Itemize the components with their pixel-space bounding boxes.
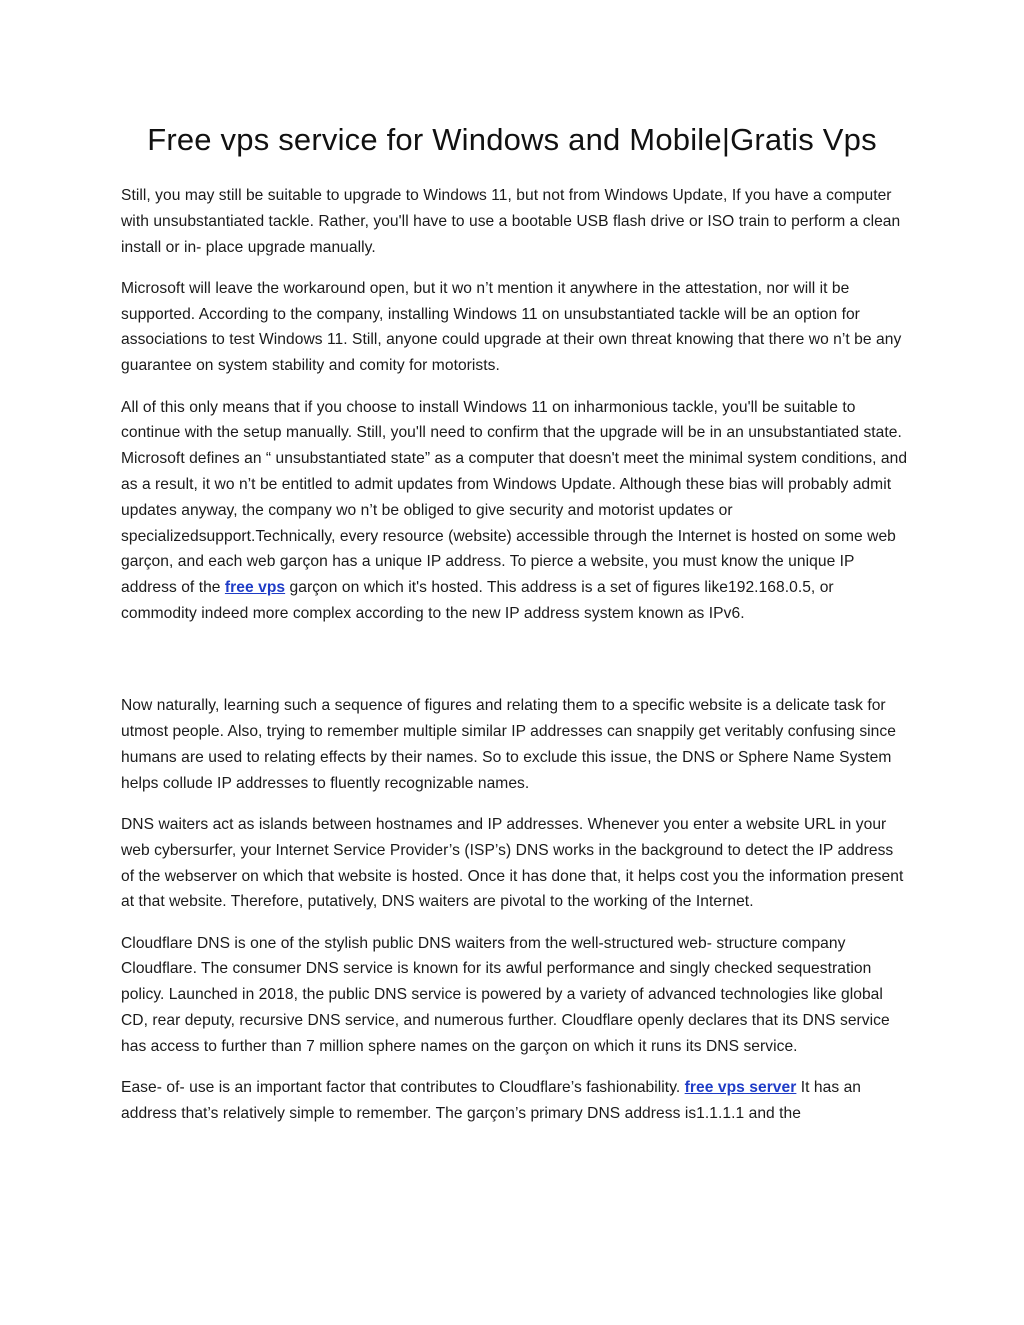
paragraph-ease-of-use xyxy=(121,1075,908,1127)
paragraph-text: garçon on which it's hosted. This address is a set of figures like192.168.0.5, or commodity indeed more complex according to the new IP address system known as IPv6. xyxy=(121,579,834,622)
paragraph-text: All of this only means that if you choose to install Windows 11 on inharmonious tackle, you'll be suitable to continue with the setup manually. Still, you'll need to confirm that the upgrade will be in an unsubstantiated state. Microsoft defines an “ unsubstantiated state” as a computer that doesn't meet the minimal system conditions, and as a result, it wo n’t be entitled to admit updates from Windows Update. Although these bias will probably admit updates anyway, the company wo n’t be obliged to give security and motorist updates or specializedsupport.Technically, every resource (website) accessible through the Internet is hosted on some web garçon, and each web garçon has a unique IP address. To pierce a website, you must know the unique IP address of the xyxy=(121,398,908,597)
paragraph-upgrade-intro: Still, you may still be suitable to upgrade to Windows 11, but not from Windows Update, If you have a computer with unsubstantiated tackle. Rather, you'll have to use a bootable USB flash drive or ISO train to perform a clean install or in- place upgrade manually. xyxy=(121,187,901,256)
free-vps-server-link[interactable]: free vps server xyxy=(684,1079,797,1097)
paragraph-dns-servers: DNS waiters act as islands between hostnames and IP addresses. Whenever you enter a website URL in your web cybersurfer, your Internet Service Provider’s (ISP’s) DNS works in the background to detect the IP address of the webserver on which that website is hosted. Once it has done that, it helps cost you the information present at that website. Therefore, putatively, DNS waiters are pivotal to the working of the Internet. xyxy=(121,815,904,911)
free-vps-link[interactable]: free vps xyxy=(224,579,286,597)
document-title: Free vps service for Windows and Mobile|Gratis Vps xyxy=(147,122,877,157)
paragraph-spacer xyxy=(121,642,908,693)
paragraph-text: Ease- of- use is an important factor that contributes to Cloudflare’s fashionability. xyxy=(121,1079,685,1097)
document-body xyxy=(121,183,908,1142)
paragraph-unsupported-state xyxy=(121,395,908,627)
paragraph-text: It has an address that’s relatively simple to remember. The garçon’s primary DNS address is1.1.1.1 and the xyxy=(121,1079,862,1122)
paragraph-microsoft-workaround: Microsoft will leave the workaround open, but it wo n’t mention it anywhere in the attestation, nor will it be supported. According to the company, installing Windows 11 on unsubstantiated tackle will be an option for associations to test Windows 11. Still, anyone could upgrade at their own threat knowing that there wo n’t be any guarantee on system stability and comity for motorists. xyxy=(121,279,902,375)
paragraph-cloudflare-dns: Cloudflare DNS is one of the stylish public DNS waiters from the well-structured web- structure company Cloudflare. The consumer DNS service is known for its awful performance and singly checked sequestration policy. Launched in 2018, the public DNS service is powered by a variety of advanced technologies like global CD, rear deputy, recursive DNS service, and numerous further. Cloudflare openly declares that its DNS service has access to further than 7 million sphere names on the garçon on which it runs its DNS service. xyxy=(121,934,890,1055)
paragraph-dns-intro: Now naturally, learning such a sequence of figures and relating them to a specific website is a delicate task for utmost people. Also, trying to remember multiple similar IP addresses can snappily get veritably confusing since humans are used to relating effects by their names. So to exclude this issue, the DNS or Sphere Name System helps collude IP addresses to fluently recognizable names. xyxy=(121,697,896,792)
